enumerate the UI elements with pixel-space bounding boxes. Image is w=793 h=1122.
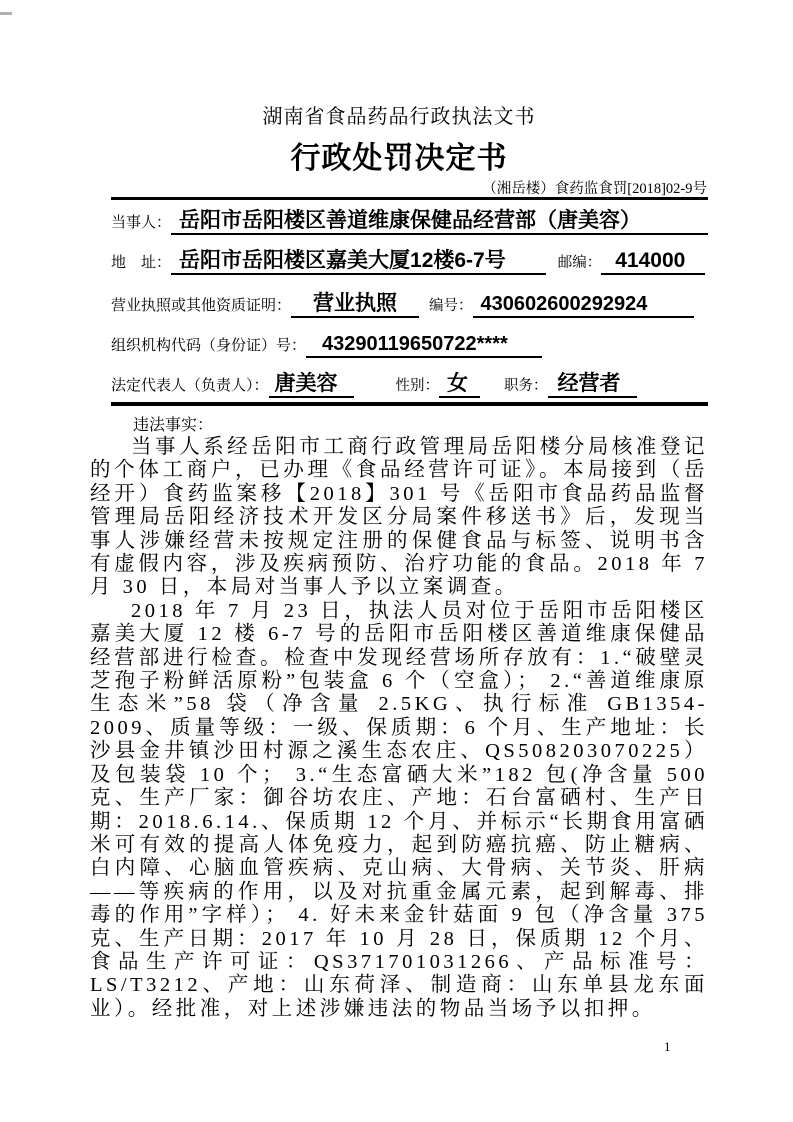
document-number: （湘岳楼）食药监食罚[2018]02-9号 xyxy=(482,181,707,197)
license-no-label: 编号： xyxy=(429,298,473,314)
gender-value: 女 xyxy=(439,372,480,398)
facts-body xyxy=(90,436,708,1021)
postal-label: 邮编： xyxy=(557,255,602,271)
field-row-org-code xyxy=(111,333,708,358)
postal-value: 414000 xyxy=(601,249,705,275)
address-value: 岳阳市岳阳楼区嘉美大厦12楼6-7号 xyxy=(171,249,546,275)
document-title: 行政处罚决定书 xyxy=(290,142,508,175)
field-row-legal-rep xyxy=(111,372,708,398)
page-number: 1 xyxy=(664,1039,671,1054)
license-value: 营业执照 xyxy=(291,292,419,318)
facts-paragraph-2: 2018 年 7 月 23 日，执法人员对位于岳阳市岳阳楼区嘉美大厦 12 楼 6-7 号的岳阳市岳阳楼区善道维康保健品经营部进行检查。检查中发现经营场所存放有：1.“破壁灵芝孢子粉鲜活原粉”包装盒 6 个（空盒）； 2.“善道维康原生态米”58 袋（净含量 2.5KG、执行标准 GB1354-2009、质量等级：一级、保质期：6 个月、生产地址：长沙县金井镇沙田村源之溪生态农庄、QS508203070225）及包装袋 10 个； 3.“生态富硒大米”182 包(净含量 500 克、生产厂家：御谷坊农庄、产地：石台富硒村、生产日期：2018.6.14.、保质期 12 个月、并标示“长期食用富硒米可有效的提高人体免疫力，起到防癌抗癌、防止糖病、白内障、心脑血管疾病、克山病、大骨病、关节炎、肝病——等疾病的作用，以及对抗重金属元素，起到解毒、排毒的作用”字样）； 4. 好未来金针菇面 9 包（净含量 375 克、生产日期：2017 年 10 月 28 日，保质期 12 个月、食品生产许可证：QS371701031266、产品标准号：LS/T3212、产地：山东荷泽、制造商：山东单县龙东面业）。经批准，对上述涉嫌违法的物品当场予以扣押。 xyxy=(90,599,708,1020)
license-no-value: 430602600292924 xyxy=(473,293,694,318)
facts-paragraph-1: 当事人系经岳阳市工商行政管理局岳阳楼分局核准登记的个体工商户，已办理《食品经营许可证》。本局接到（岳经开）食药监案移【2018】301 号《岳阳市食品药品监督管理局岳阳经济技术开发区分局案件移送书》后，发现当事人涉嫌经营未按规定注册的保健食品与标签、说明书含有虚假内容，涉及疾病预防、治疗功能的食品。2018 年 7 月 30 日，本局对当事人予以立案调查。 xyxy=(90,436,708,599)
legal-rep-label: 法定代表人（负责人）： xyxy=(111,378,269,394)
field-row-license xyxy=(111,292,708,318)
org-code-label: 组织机构代码（身份证）号： xyxy=(111,338,307,354)
position-value: 经营者 xyxy=(548,372,637,398)
license-label: 营业执照或其他资质证明： xyxy=(111,298,292,314)
document-type-header: 湖南省食品药品行政执法文书 xyxy=(262,106,536,128)
facts-section-label: 违法事实： xyxy=(133,417,214,434)
field-row-address xyxy=(111,249,708,275)
party-value: 岳阳市岳阳楼区善道维康保健品经营部（唐美容） xyxy=(171,209,708,235)
field-row-party xyxy=(111,209,708,235)
position-label: 职务： xyxy=(504,378,548,394)
party-label: 当事人： xyxy=(111,215,172,231)
legal-rep-value: 唐美容 xyxy=(269,372,354,398)
org-code-value: 43290119650722**** xyxy=(306,333,542,358)
address-label: 地 址： xyxy=(111,255,172,271)
header-divider-rule xyxy=(111,197,708,200)
gender-label: 性别： xyxy=(395,378,440,394)
fields-divider-rule xyxy=(111,402,708,406)
scan-artifact xyxy=(0,12,12,15)
